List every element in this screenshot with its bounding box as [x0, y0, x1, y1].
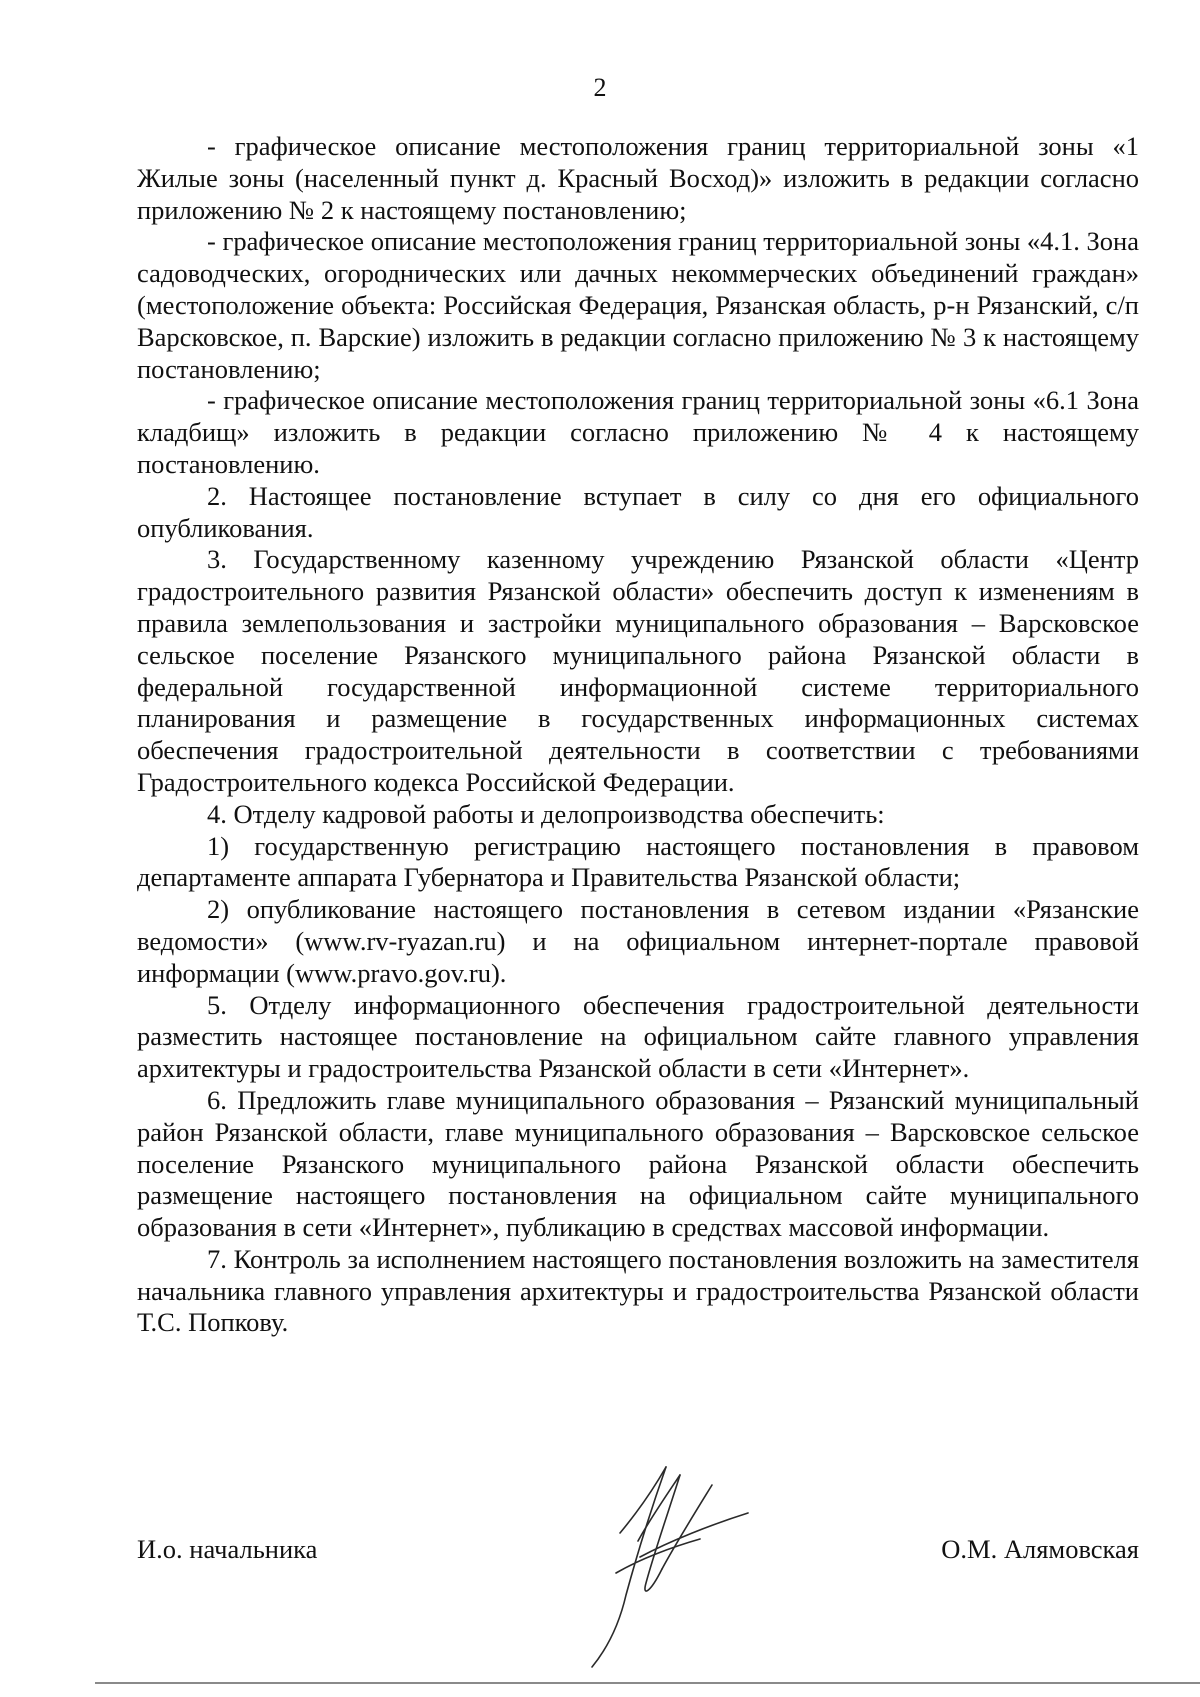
- page-number: 2: [593, 73, 607, 102]
- signer-title: И.о. начальника: [137, 1534, 318, 1564]
- paragraph-item-7: 7. Контроль за исполнением настоящего постановления возложить на заместителя начальника главного управления архитектуры и градостроительства Рязанской области Т.С. Попкову.: [137, 1243, 1139, 1338]
- signer-name: О.М. Алямовская: [941, 1534, 1139, 1564]
- paragraph-zone-6-1: - графическое описание местоположения границ территориальной зоны «6.1 Зона кладбищ» изложить в редакции согласно приложению № 4 к настоящему постановлению.: [137, 385, 1139, 479]
- paragraph-item-3: 3. Государственному казенному учреждению Рязанской области «Центр градостроительного развития Рязанской области» обеспечить доступ к изменениям в правила землепользования и застройки муниципального образования – Варсковское сельское поселение Рязанского муниципального района Рязанской области в федеральной государственной информационной системе территориального планирования и размещение в государственных информационных системах обеспечения градостроительной деятельности в соответствии с требованиями Градостроительного кодекса Российской Федерации.: [137, 544, 1139, 797]
- paragraph-item-4-2: 2) опубликование настоящего постановления в сетевом издании «Рязанские ведомости» (www.rv-ryazan.ru) и на официальном интернет-портале правовой информации (www.pravo.gov.ru).: [137, 894, 1139, 988]
- document-body: [137, 131, 1139, 1339]
- paragraph-zone-1: - графическое описание местоположения границ территориальной зоны «1 Жилые зоны (населенный пункт д. Красный Восход)» изложить в редакции согласно приложению № 2 к настоящему постановлению;: [137, 131, 1139, 225]
- paragraph-item-4: 4. Отделу кадровой работы и делопроизводства обеспечить:: [207, 798, 885, 829]
- paragraph-item-2: 2. Настоящее постановление вступает в силу со дня его официального опубликования.: [137, 480, 1139, 543]
- paragraph-item-4-1: 1) государственную регистрацию настоящего постановления в правовом департаменте аппарата Губернатора и Правительства Рязанской области;: [137, 830, 1139, 893]
- paragraph-item-5: 5. Отделу информационного обеспечения градостроительной деятельности разместить настоящее постановление на официальном сайте главного управления архитектуры и градостроительства Рязанской области в сети «Интернет».: [137, 989, 1139, 1084]
- paragraph-item-6: 6. Предложить главе муниципального образования – Рязанский муниципальный район Рязанской области, главе муниципального образования – Варсковское сельское поселение Рязанского муниципального района Рязанской области обеспечить размещение настоящего постановления на официальном сайте муниципального образования в сети «Интернет», публикацию в средствах массовой информации.: [137, 1084, 1139, 1243]
- bottom-scan-edge: [95, 1682, 1200, 1684]
- paragraph-zone-4-1: - графическое описание местоположения границ территориальной зоны «4.1. Зона садоводческих, огороднических или дачных некоммерческих объединений граждан» (местоположение объекта: Российская Федерация, Рязанская область, р-н Рязанский, с/п Варсковское, п. Варские) изложить в редакции согласно приложению № 3 к настоящему постановлению;: [137, 226, 1139, 384]
- handwritten-signature: [580, 1455, 760, 1675]
